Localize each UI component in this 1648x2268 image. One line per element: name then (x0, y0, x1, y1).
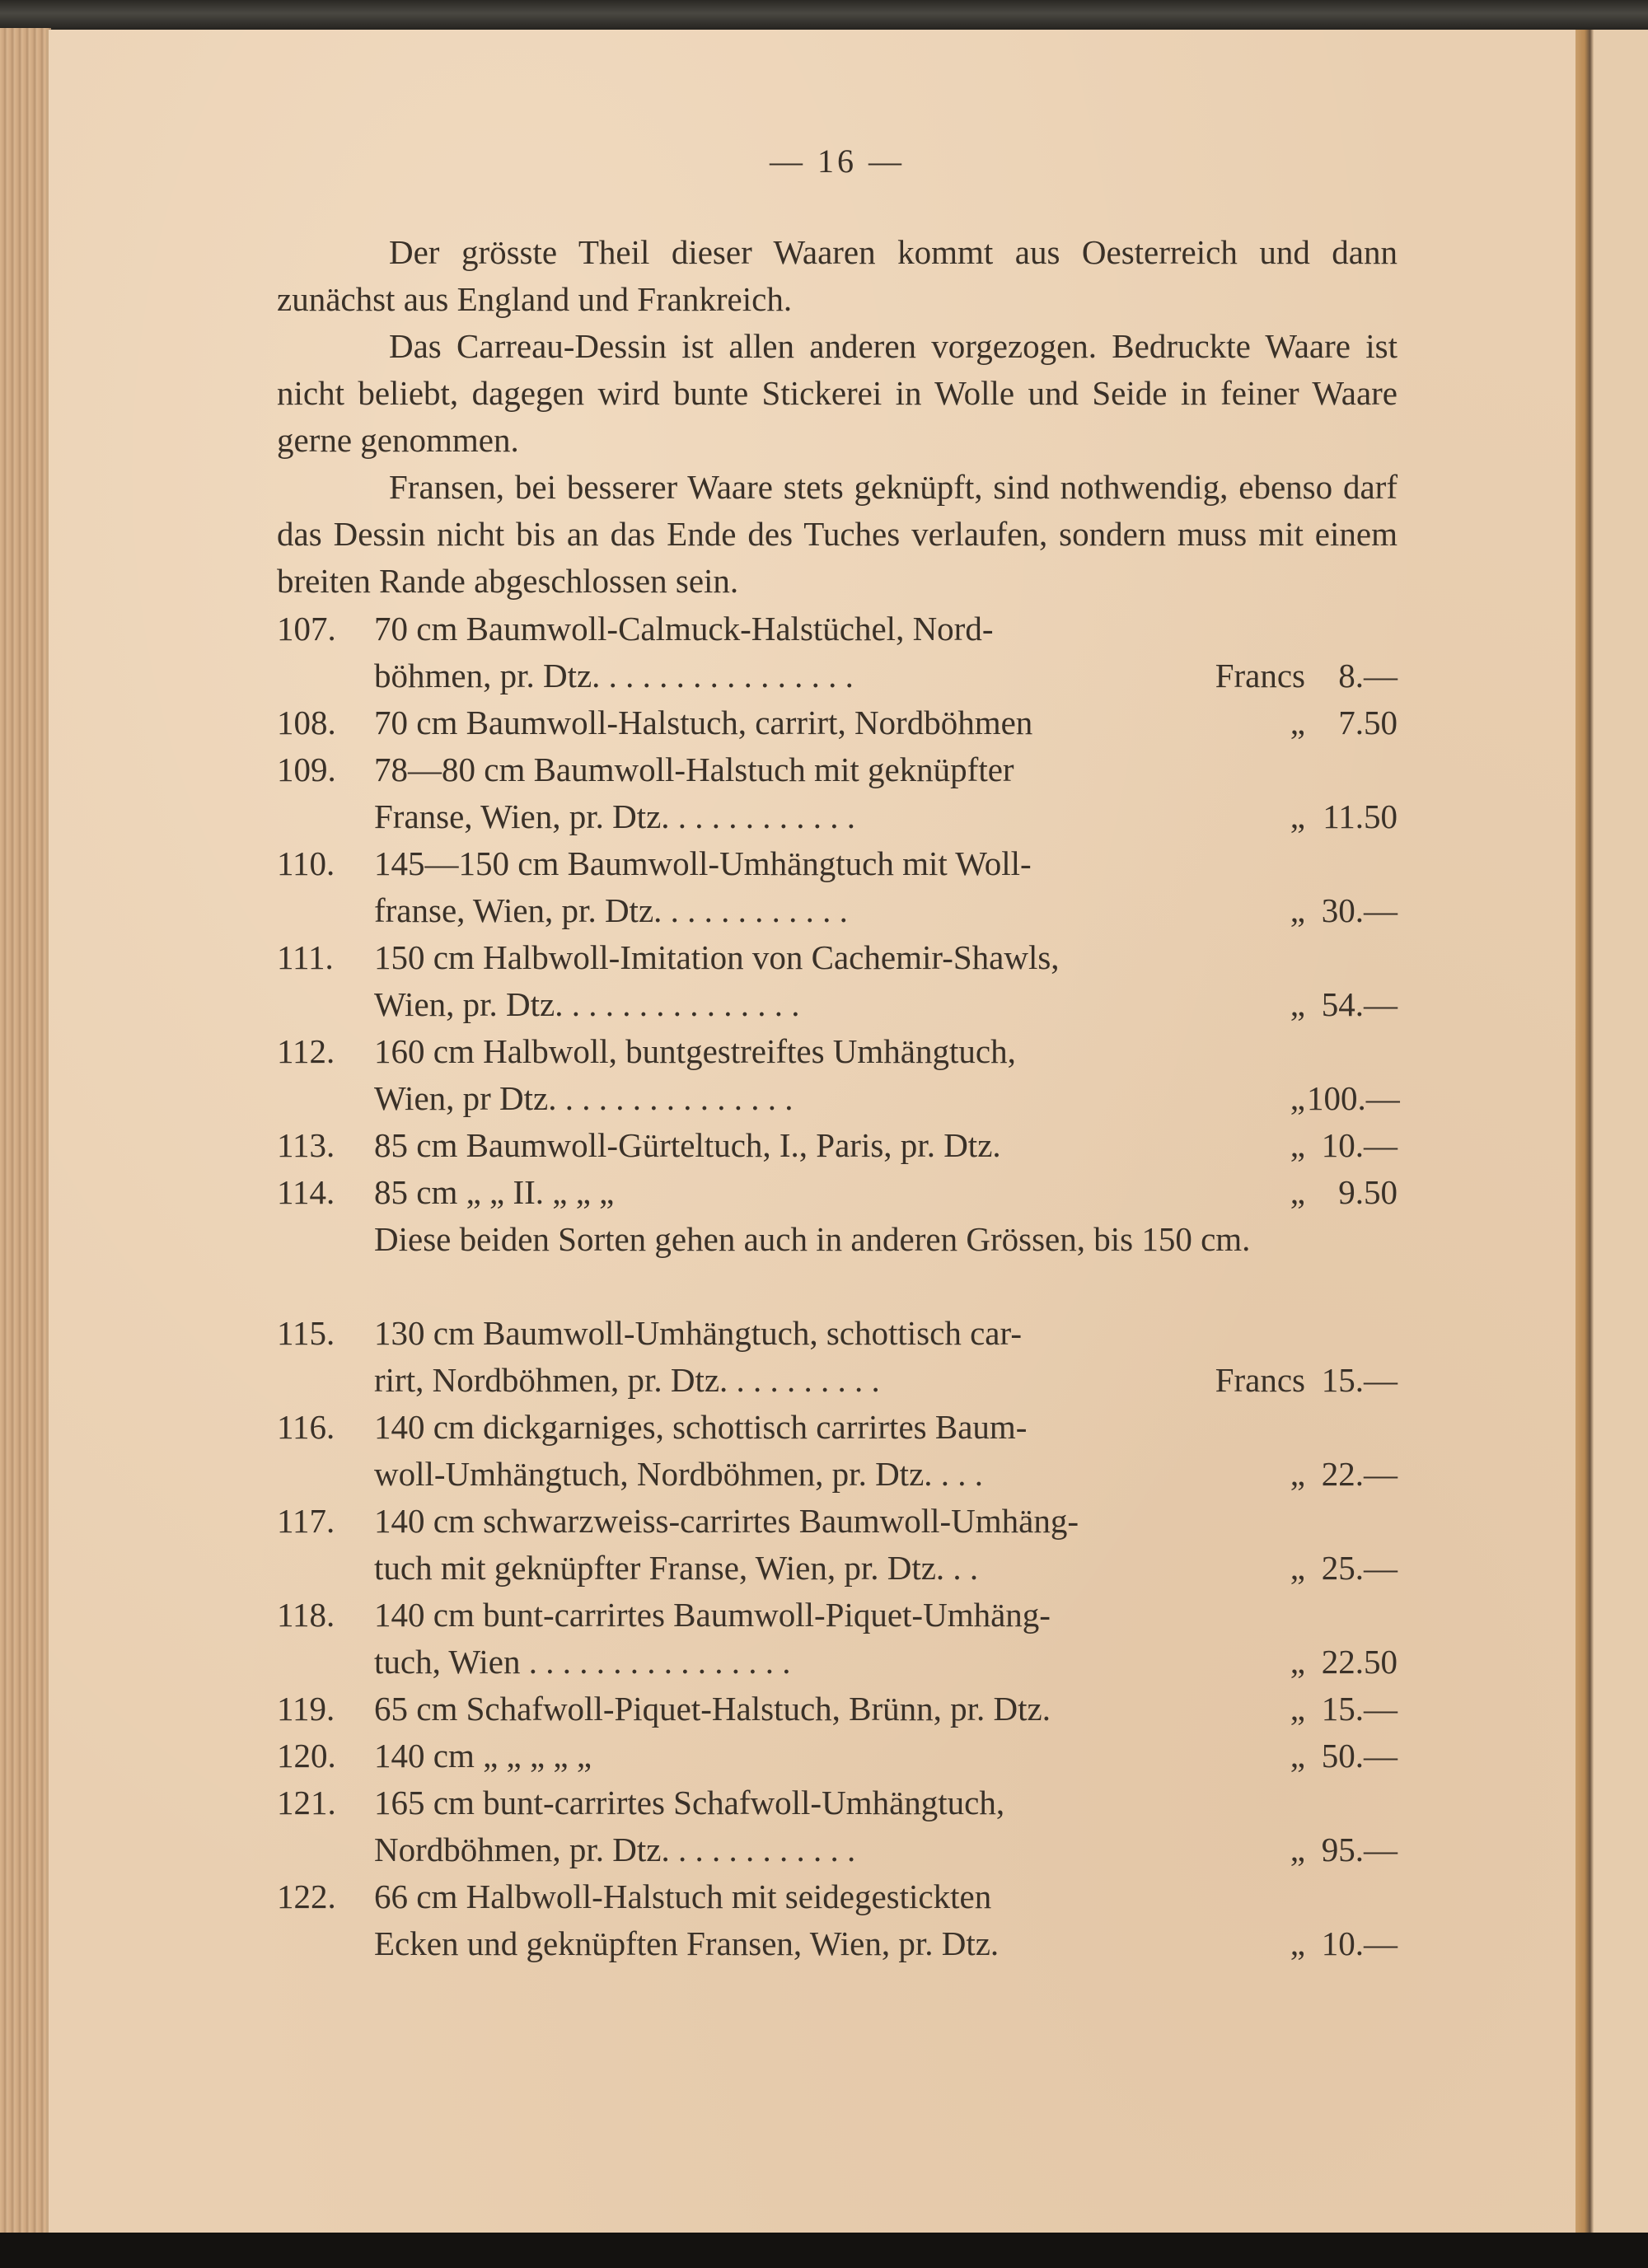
price-list-row (277, 793, 1398, 840)
item-price: 22.50 (1321, 1643, 1398, 1681)
price-currency: „ (1290, 1126, 1305, 1164)
item-number: 118. (277, 1596, 335, 1634)
item-number: 109. (277, 751, 336, 788)
item-price: 7.50 (1338, 704, 1398, 741)
item-price: 9.50 (1338, 1173, 1398, 1211)
price-currency: „ (1290, 1173, 1305, 1211)
price-list-row (277, 840, 1398, 887)
paragraph-fringes (277, 464, 1398, 605)
book-cover-top-edge (0, 0, 1648, 33)
item-number: 111. (277, 938, 334, 976)
item-description: 140 cm dickgarniges, schottisch carrirtes Baum- (374, 1408, 1028, 1446)
price-currency: „ (1290, 985, 1305, 1023)
item-description: 160 cm Halbwoll, buntgestreiftes Umhängtuch, (374, 1032, 1016, 1070)
price-currency: „ (1290, 1737, 1305, 1775)
price-list-row (277, 1451, 1398, 1498)
item-number: 119. (277, 1690, 335, 1728)
item-price: 100.— (1307, 1079, 1400, 1117)
item-description: 66 cm Halbwoll-Halstuch mit seidegestickten (374, 1878, 992, 1915)
price-list-row (277, 1873, 1398, 1920)
item-number: 121. (277, 1784, 336, 1821)
price-currency: „ (1290, 891, 1305, 929)
item-description: 150 cm Halbwoll-Imitation von Cachemir-Shawls, (374, 938, 1060, 976)
price-currency: „ (1290, 1079, 1305, 1117)
paragraph-text: Der grösste Theil dieser Waaren kommt aus Oesterreich und dann zunächst aus England und Frankreich. (277, 233, 1398, 318)
price-currency: „ (1290, 797, 1305, 835)
page-number: — 16 — (770, 143, 905, 180)
price-list-row (277, 1733, 1398, 1779)
price-list-row (277, 1028, 1398, 1075)
price-list-row (277, 1498, 1398, 1545)
item-description: franse, Wien, pr. Dtz. . . . . . . . . . . . (374, 891, 848, 929)
item-price: 54.— (1321, 985, 1398, 1023)
item-description: woll-Umhängtuch, Nordböhmen, pr. Dtz. . . . (374, 1455, 984, 1493)
price-currency: „ (1290, 1549, 1305, 1587)
price-list-row (277, 1122, 1398, 1169)
page-stack-left-edge (0, 28, 51, 2236)
item-description: 140 cm „ „ „ „ „ (374, 1737, 592, 1775)
item-description: 70 cm Baumwoll-Halstuch, carrirt, Nordböhmen (374, 704, 1033, 741)
item-number: 115. (277, 1314, 335, 1352)
price-list-row (277, 1310, 1398, 1357)
item-description: 145—150 cm Baumwoll-Umhängtuch mit Woll- (374, 844, 1032, 882)
item-description: 140 cm schwarzweiss-carrirtes Baumwoll-Umhäng- (374, 1502, 1079, 1540)
price-list-row (277, 1686, 1398, 1733)
price-list-row (277, 1075, 1398, 1122)
price-list-row (277, 934, 1398, 981)
paragraph-design (277, 323, 1398, 464)
item-price: 10.— (1321, 1126, 1398, 1164)
item-price: 95.— (1321, 1831, 1398, 1868)
item-description: böhmen, pr. Dtz. . . . . . . . . . . . . . . . (374, 657, 854, 694)
item-description: Nordböhmen, pr. Dtz. . . . . . . . . . . . (374, 1831, 856, 1868)
price-currency: Francs (1215, 1361, 1305, 1399)
price-list-row (277, 1357, 1398, 1404)
price-currency: „ (1290, 1455, 1305, 1493)
price-currency: „ (1290, 1643, 1305, 1681)
item-description: Wien, pr. Dtz. . . . . . . . . . . . . . . (374, 985, 800, 1023)
item-description: 140 cm bunt-carrirtes Baumwoll-Piquet-Umhäng- (374, 1596, 1051, 1634)
item-price: 50.— (1321, 1737, 1398, 1775)
item-price: 10.— (1321, 1924, 1398, 1962)
item-number: 112. (277, 1032, 335, 1070)
price-list-row (277, 652, 1398, 699)
item-description: Ecken und geknüpften Fransen, Wien, pr. Dtz. (374, 1924, 1000, 1962)
item-number: 116. (277, 1408, 335, 1446)
price-list-row (277, 699, 1398, 746)
item-description: 78—80 cm Baumwoll-Halstuch mit geknüpfter (374, 751, 1014, 788)
item-description: 85 cm Baumwoll-Gürteltuch, I., Paris, pr. Dtz. (374, 1126, 1001, 1164)
item-description: 65 cm Schafwoll-Piquet-Halstuch, Brünn, pr. Dtz. (374, 1690, 1051, 1728)
price-list-row (277, 1404, 1398, 1451)
paragraph-origin (277, 229, 1398, 323)
price-list-row (277, 1920, 1398, 1967)
book-cover-bottom-edge (0, 2233, 1648, 2268)
item-description: 70 cm Baumwoll-Calmuck-Halstüchel, Nord- (374, 610, 994, 648)
price-currency: „ (1290, 1924, 1305, 1962)
price-currency: „ (1290, 1690, 1305, 1728)
item-price: 25.— (1321, 1549, 1398, 1587)
item-description: tuch mit geknüpfter Franse, Wien, pr. Dtz. . . (374, 1549, 979, 1587)
price-list-row (277, 981, 1398, 1028)
item-description: tuch, Wien . . . . . . . . . . . . . . . . (374, 1643, 791, 1681)
item-price: 11.50 (1323, 797, 1398, 835)
item-description: Wien, pr Dtz. . . . . . . . . . . . . . . (374, 1079, 794, 1117)
price-currency: Francs (1215, 657, 1305, 694)
price-list-row (277, 1639, 1398, 1686)
item-note: Diese beiden Sorten gehen auch in anderen Grössen, bis 150 cm. (374, 1220, 1251, 1258)
page-gutter-fold (1575, 30, 1594, 2236)
paragraph-text: Das Carreau-Dessin ist allen anderen vorgezogen. Bedruckte Waare ist nicht beliebt, dagegen wird bunte Stickerei in Wolle und Seide in feiner Waare gerne genommen. (277, 327, 1398, 459)
item-description: 85 cm „ „ II. „ „ „ (374, 1173, 615, 1211)
item-description: rirt, Nordböhmen, pr. Dtz. . . . . . . . . . (374, 1361, 880, 1399)
price-list-row (277, 887, 1398, 934)
item-number: 110. (277, 844, 335, 882)
item-number: 114. (277, 1173, 335, 1211)
price-list-row (277, 1592, 1398, 1639)
item-price: 22.— (1321, 1455, 1398, 1493)
price-list-row (277, 1169, 1398, 1216)
price-list-row (277, 1545, 1398, 1592)
item-description: 165 cm bunt-carrirtes Schafwoll-Umhängtuch, (374, 1784, 1005, 1821)
item-number: 113. (277, 1126, 335, 1164)
item-price: 15.— (1321, 1361, 1398, 1399)
item-number: 117. (277, 1502, 335, 1540)
item-price: 30.— (1321, 891, 1398, 929)
price-currency: „ (1290, 1831, 1305, 1868)
price-list-row (277, 1826, 1398, 1873)
item-number: 108. (277, 704, 336, 741)
item-description: 130 cm Baumwoll-Umhängtuch, schottisch car- (374, 1314, 1022, 1352)
price-list-row (277, 1779, 1398, 1826)
paragraph-text: Fransen, bei besserer Waare stets geknüpft, sind nothwendig, ebenso darf das Dessin nicht bis an das Ende des Tuches verlaufen, sondern muss mit einem breiten Rande abgeschlossen sein. (277, 468, 1398, 600)
item-description: Franse, Wien, pr. Dtz. . . . . . . . . . . . (374, 797, 856, 835)
price-list-row (277, 606, 1398, 652)
price-currency: „ (1290, 704, 1305, 741)
price-list-row (277, 746, 1398, 793)
item-number: 107. (277, 610, 336, 648)
item-price: 8.— (1338, 657, 1398, 694)
item-number: 120. (277, 1737, 336, 1775)
item-number: 122. (277, 1878, 336, 1915)
item-price: 15.— (1321, 1690, 1398, 1728)
